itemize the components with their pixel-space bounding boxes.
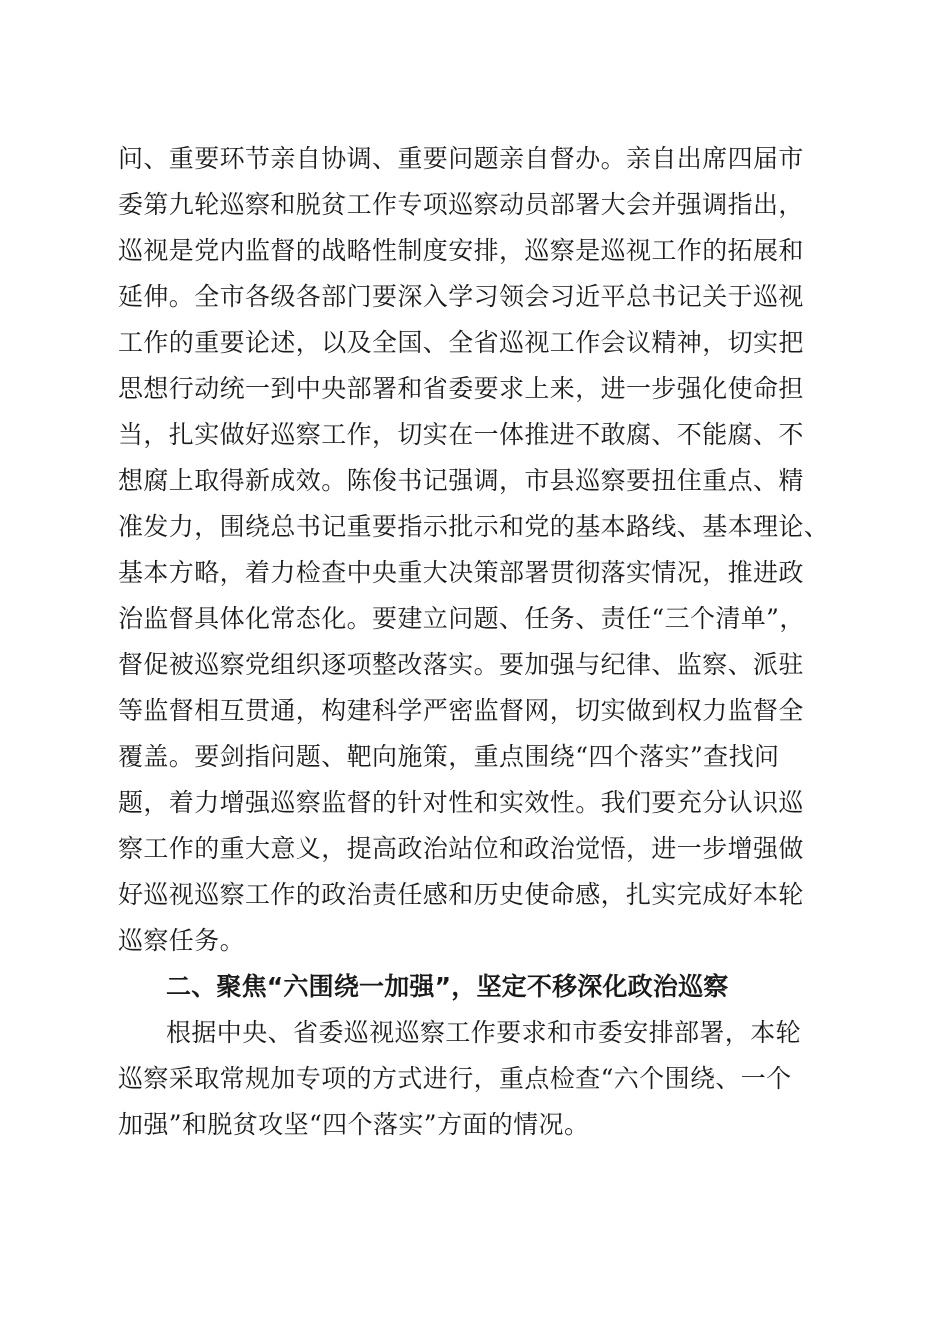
text-line: 根据中央、省委巡视巡察工作要求和市委安排部署，本轮: [166, 1018, 802, 1047]
text-line: 察工作的重大意义，提高政治站位和政治觉悟，进一步增强做: [118, 834, 804, 863]
text-line: 问、重要环节亲自协调、重要问题亲自督办。亲自出席四届市: [118, 144, 804, 173]
text-line: 好巡视巡察工作的政治责任感和历史使命感，扎实完成好本轮: [118, 880, 804, 909]
paragraph-2: [118, 1010, 848, 1148]
text-line: 等监督相互贯通，构建科学严密监督网，切实做到权力监督全: [118, 696, 804, 725]
text-line: 委第九轮巡察和脱贫工作专项巡察动员部署大会并强调指出，: [118, 190, 804, 219]
text-line: 思想行动统一到中央部署和省委要求上来，进一步强化使命担: [118, 374, 804, 403]
text-line: 覆盖。要剑指问题、靶向施策，重点围绕“四个落实”查找问: [118, 742, 780, 771]
text-line: 延伸。全市各级各部门要深入学习领会习近平总书记关于巡视: [118, 282, 804, 311]
section-heading: 二、聚焦“六围绕一加强”，坚定不移深化政治巡察: [166, 972, 729, 1001]
text-line: 治监督具体化常态化。要建立问题、任务、责任“三个清单”，: [118, 604, 805, 633]
text-line: 想腐上取得新成效。陈俊书记强调，市县巡察要扭住重点、精: [118, 466, 804, 495]
text-line: 当，扎实做好巡察工作，切实在一体推进不敢腐、不能腐、不: [118, 420, 804, 449]
document-body: [118, 136, 848, 1148]
text-line: 督促被巡察党组织逐项整改落实。要加强与纪律、监察、派驻: [118, 650, 804, 679]
text-line: 工作的重要论述，以及全国、全省巡视工作会议精神，切实把: [118, 328, 804, 357]
text-line: 加强”和脱贫攻坚“四个落实”方面的情况。: [118, 1110, 590, 1139]
paragraph-1: [118, 136, 848, 964]
text-line: 基本方略，着力检查中央重大决策部署贯彻落实情况，推进政: [118, 558, 804, 587]
text-line: 题，着力增强巡察监督的针对性和实效性。我们要充分认识巡: [118, 788, 804, 817]
text-line: 巡视是党内监督的战略性制度安排，巡察是巡视工作的拓展和: [118, 236, 804, 265]
text-line: 巡察采取常规加专项的方式进行，重点检查“六个围绕、一个: [118, 1064, 792, 1093]
text-line: 准发力，围绕总书记重要指示批示和党的基本路线、基本理论、: [118, 512, 830, 541]
text-line: 巡察任务。: [118, 926, 246, 955]
